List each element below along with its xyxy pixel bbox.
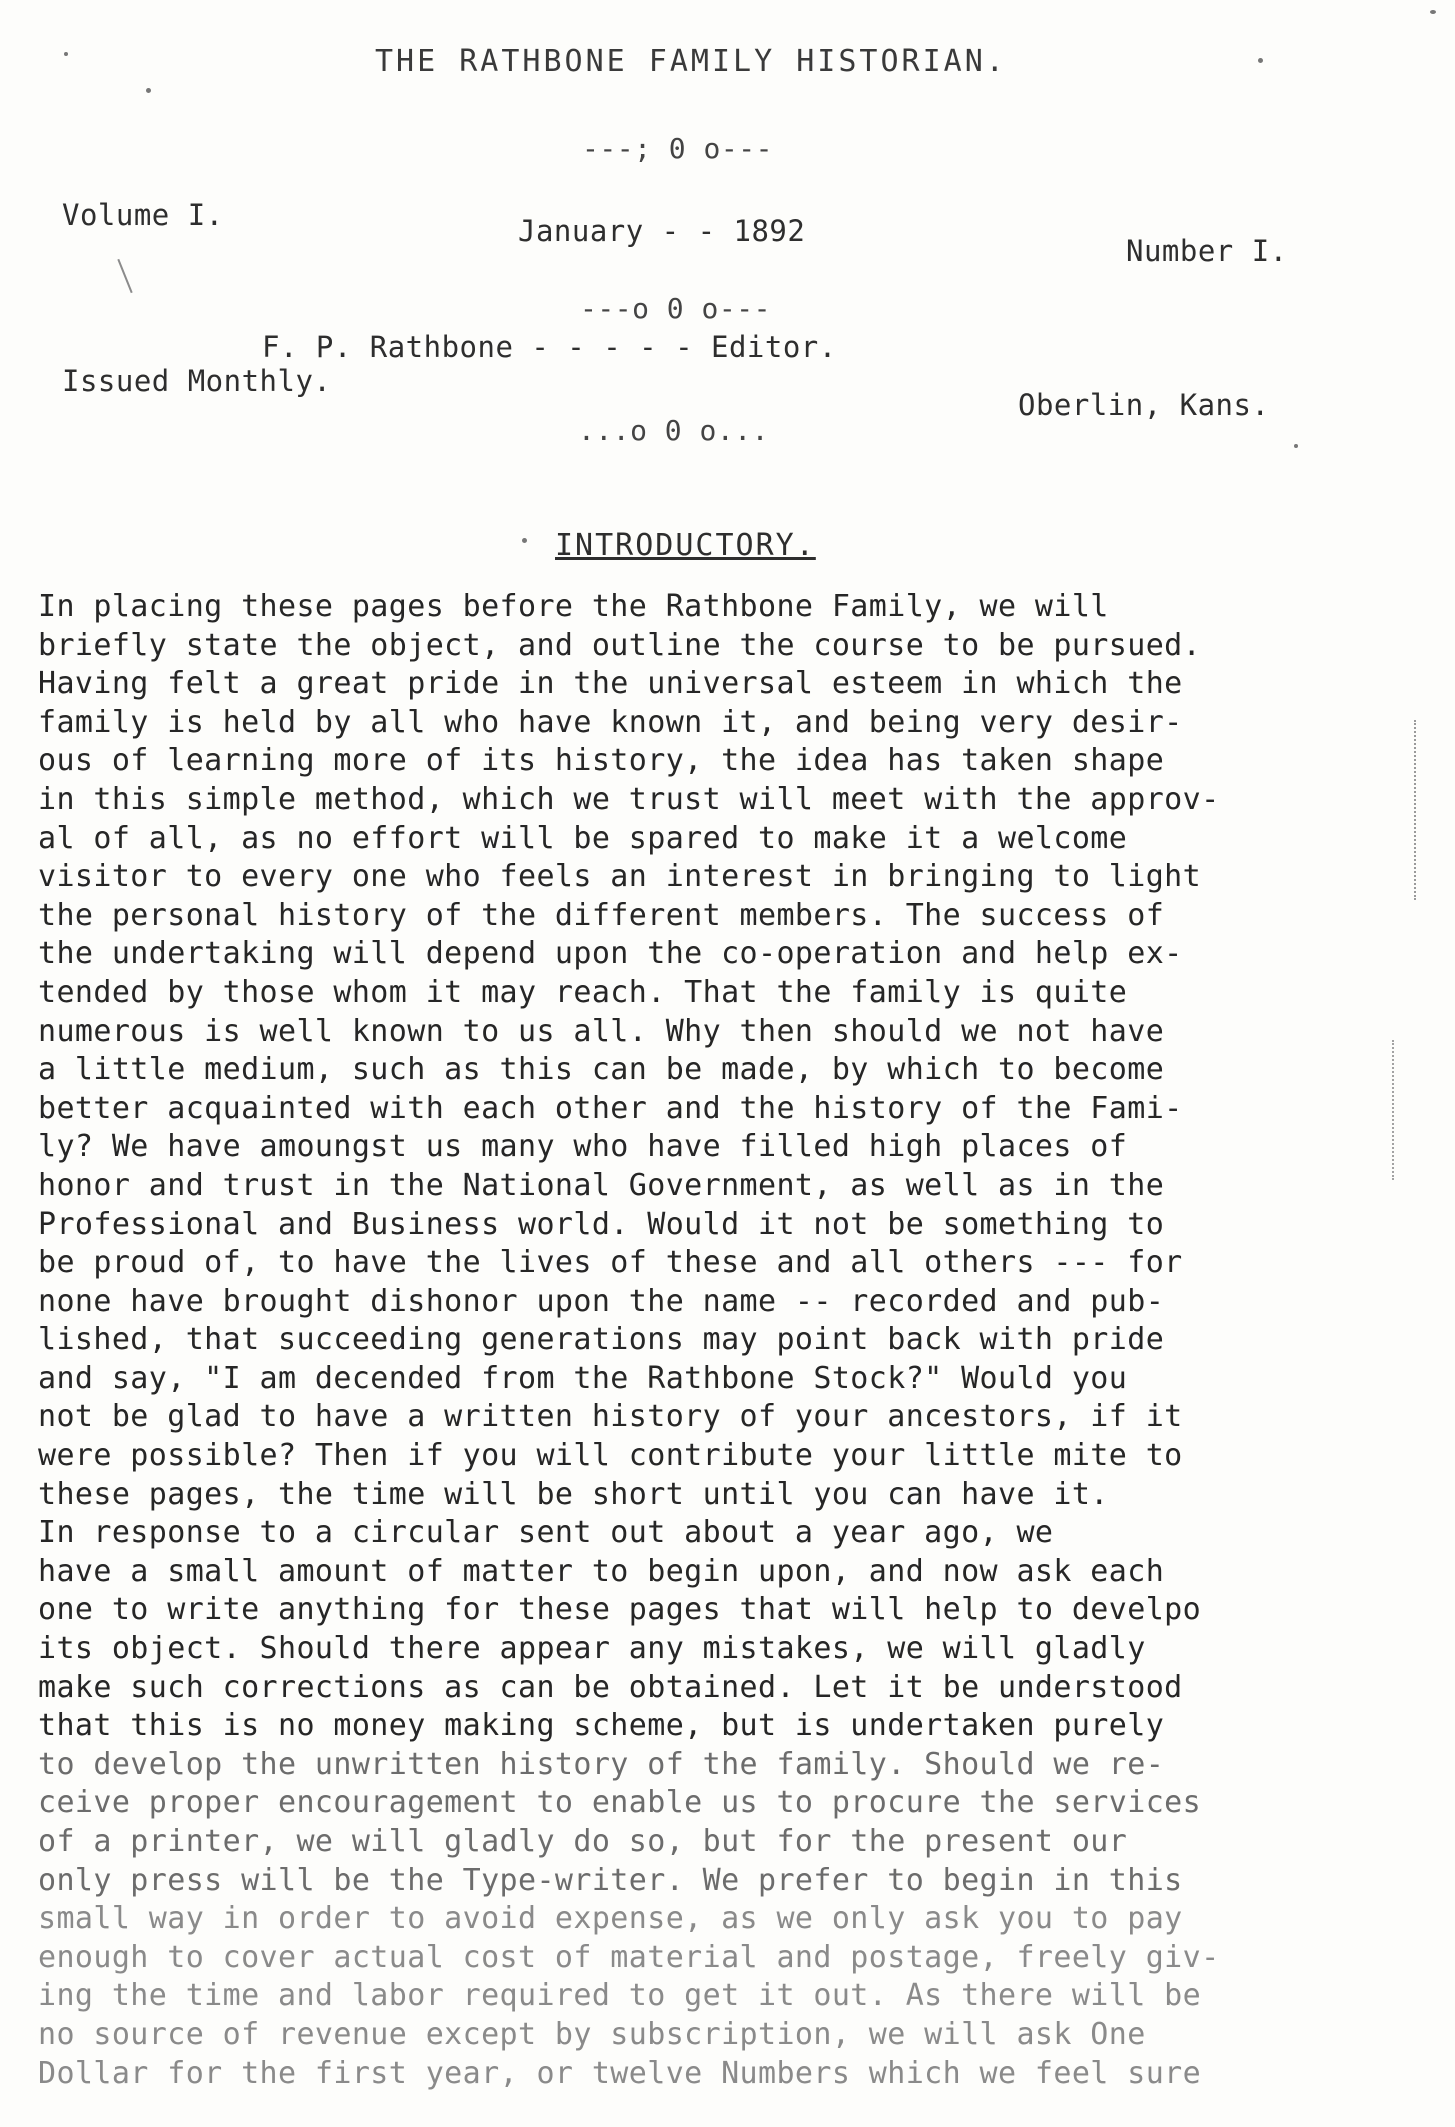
body-line: no source of revenue except by subscription, we will ask One <box>38 2016 1146 2052</box>
body-line: make such corrections as can be obtained. Let it be understood <box>38 1669 1183 1705</box>
body-line: not be glad to have a written history of your ancestors, if it <box>38 1399 1183 1435</box>
ink-speck <box>64 52 68 56</box>
editor-line: F. P. Rathbone - - - - - Editor. <box>262 330 837 364</box>
section-heading: INTRODUCTORY. <box>555 528 816 563</box>
body-line: of a printer, we will gladly do so, but for the present our <box>38 1824 1128 1859</box>
body-line: briefly state the object, and outline the course to be pursued. <box>38 627 1202 663</box>
issued-monthly-label: Issued Monthly. <box>62 364 332 398</box>
body-line: Dollar for the first year, or twelve Numbers which we feel sure <box>38 2055 1202 2091</box>
pencil-mark <box>117 259 132 293</box>
body-line: Professional and Business world. Would it not be something to <box>38 1206 1165 1242</box>
body-line: the personal history of the different members. The success of <box>38 897 1165 933</box>
location-label: Oberlin, Kans. <box>1018 388 1270 422</box>
body-line: better acquainted with each other and the history of the Fami- <box>38 1090 1183 1126</box>
body-line: visitor to every one who feels an interest in bringing to light <box>38 859 1202 895</box>
body-line: ing the time and labor required to get it out. As there will be <box>38 1978 1202 2014</box>
body-line: numerous is well known to us all. Why then should we not have <box>38 1013 1165 1049</box>
body-line: were possible? Then if you will contribute your little mite to <box>38 1438 1183 1474</box>
body-line: a little medium, such as this can be made, by which to become <box>38 1052 1165 1088</box>
body-line: Having felt a great pride in the universal esteem in which the <box>38 666 1183 702</box>
ornament-bottom: ...o 0 o... <box>578 414 769 447</box>
body-line: enough to cover actual cost of material and postage, freely giv- <box>38 1939 1220 1975</box>
body-line: none have brought dishonor upon the name -- recorded and pub- <box>38 1283 1165 1319</box>
ink-speck <box>522 538 527 543</box>
body-line: family is held by all who have known it, and being very desir- <box>38 704 1183 740</box>
body-line: the undertaking will depend upon the co-operation and help ex- <box>38 936 1183 972</box>
body-line: one to write anything for these pages that will help to develpo <box>38 1592 1202 1628</box>
page-edge-mark <box>1392 1040 1394 1180</box>
body-line: that this is no money making scheme, but is undertaken purely <box>38 1708 1165 1744</box>
ink-speck <box>1258 58 1263 63</box>
ornament-top: ---; 0 o--- <box>582 132 773 165</box>
body-line: only press will be the Type-writer. We prefer to begin in this <box>38 1862 1183 1898</box>
issue-number: Number I. <box>1126 234 1288 268</box>
body-line: be proud of, to have the lives of these and all others --- for <box>38 1245 1183 1281</box>
body-line: have a small amount of matter to begin upon, and now ask each <box>38 1553 1165 1589</box>
ink-speck <box>1294 444 1298 448</box>
ink-speck <box>146 88 151 93</box>
volume-label: Volume I. <box>62 198 224 232</box>
body-line: in this simple method, which we trust will meet with the approv- <box>38 781 1220 817</box>
ink-speck <box>1430 10 1436 14</box>
body-line: small way in order to avoid expense, as we only ask you to pay <box>38 1901 1183 1937</box>
body-line: al of all, as no effort will be spared to make it a welcome <box>38 820 1128 856</box>
body-line: In response to a circular sent out about a year ago, we <box>38 1515 1054 1551</box>
body-text <box>38 588 1368 2093</box>
ornament-middle: ---o 0 o--- <box>580 292 771 325</box>
body-line: ly? We have amoungst us many who have filled high places of <box>38 1129 1128 1165</box>
body-line: ous of learning more of its history, the idea has taken shape <box>38 743 1165 779</box>
masthead-title: THE RATHBONE FAMILY HISTORIAN. <box>375 44 1007 79</box>
body-line: these pages, the time will be short until you can have it. <box>38 1476 1109 1512</box>
body-line: honor and trust in the National Government, as well as in the <box>38 1167 1165 1203</box>
body-line: to develop the unwritten history of the family. Should we re- <box>38 1746 1165 1782</box>
body-line: In placing these pages before the Rathbone Family, we will <box>38 589 1109 624</box>
body-line: lished, that succeeding generations may point back with pride <box>38 1322 1165 1358</box>
issue-date: January - - 1892 <box>518 214 806 248</box>
body-line: ceive proper encouragement to enable us to procure the services <box>38 1785 1202 1821</box>
page-edge-mark <box>1414 720 1416 900</box>
body-line: and say, "I am decended from the Rathbone Stock?" Would you <box>38 1360 1128 1396</box>
body-line: its object. Should there appear any mistakes, we will gladly <box>38 1631 1146 1667</box>
body-line: tended by those whom it may reach. That the family is quite <box>38 974 1128 1010</box>
